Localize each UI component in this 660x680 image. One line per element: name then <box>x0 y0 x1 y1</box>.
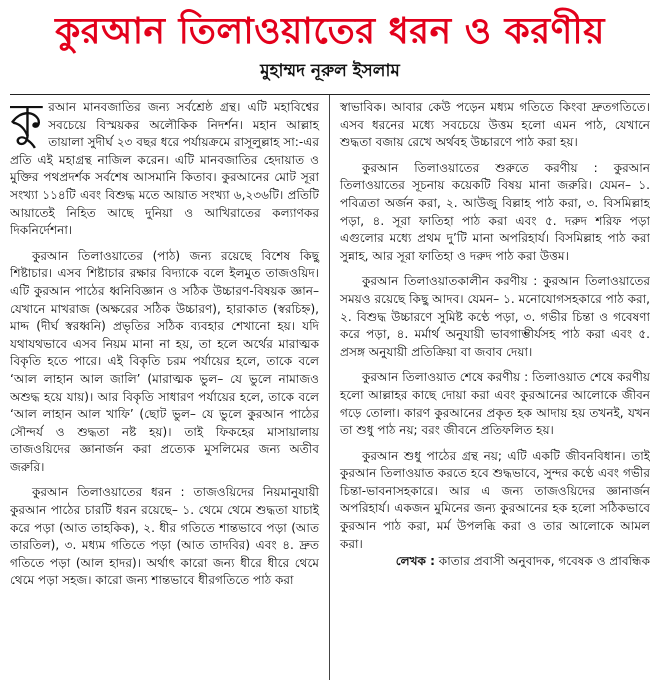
article-column-left <box>10 95 330 680</box>
article-column-right <box>330 95 650 680</box>
paragraph-after-recitation: কুরআন তিলাওয়াত শেষে করণীয় : তিলাওয়াত শেষে করণীয় হলো আল্লাহর কাছে দোয়া করা এবং কুরআনের আলোকে জীবন গড়ে তোলা। কারণ কুরআনের প্রকৃত হক আদায় হয় তখনই, যখন তা শুধু পাঠ নয়; বরং জীবনে প্রতিফলিত হয়। <box>340 370 650 438</box>
drop-cap: কু <box>10 95 43 147</box>
article-body <box>10 94 650 680</box>
paragraph-conclusion: কুরআন শুধু পাঠের গ্রন্থ নয়; এটি একটি জীবনবিধান। তাই কুরআন তিলাওয়াত করতে হবে শুদ্ধভাবে, সুন্দর কণ্ঠে এবং গভীর চিন্তা-ভাবনাসহকারে। আর এ জন্য তাজওয়িদের জ্ঞানার্জন অপরিহার্য। একজন মুমিনের জন্য কুরআনের হক হলো সঠিকভাবে কুরআন পাঠ করা, মর্ম উপলব্ধি করা ও তার আলোকে আমল করা। <box>340 448 650 551</box>
article-headline: কুরআন তিলাওয়াতের ধরন ও করণীয় <box>55 10 605 52</box>
author-credit-label: লেখক : <box>395 554 435 569</box>
paragraph-continuation: স্বাভাবিক। আবার কেউ পড়েন মধ্যম গতিতে কিংবা দ্রুতগতিতে। এসব ধরনের মধ্যে সবচেয়ে উত্তম হলো এমন পাঠ, যেখানে শুদ্ধতা বজায় রেখে অর্থবহ উচ্চারণে পাঠ করা হয়। <box>340 100 650 150</box>
paragraph-intro <box>10 95 319 240</box>
author-credit-text: কাতার প্রবাসী অনুবাদক, গবেষক ও প্রাবন্ধিক <box>438 554 650 569</box>
author-credit <box>340 553 650 571</box>
paragraph-recitation-types: কুরআন তিলাওয়াতের ধরন : তাজওয়িদের নিয়মানুযায়ী কুরআন পাঠের চারটি ধরন রয়েছে– ১. থেমে থেমে শুদ্ধতা যাচাই করে পড়া (আত তাহকিক), ২. ধীর গতিতে শান্তভাবে পড়া (আত তারতিল), ৩. মধ্যম গতিতে পড়া (আত তাদবির) এবং ৪. দ্রুত গতিতে পড়া (আল হাদর)। অর্থাৎ কারো জন্য ধীরে ধীরে থেমে থেমে পড়া সহজ। কারো জন্য শান্তভাবে ধীরগতিতে পাঠ করা <box>10 485 319 588</box>
paragraph-tajweed: কুরআন তিলাওয়াতের (পাঠ) জন্য রয়েছে বিশেষ কিছু শিষ্টাচার। এসব শিষ্টাচার রক্ষার বিদ্যাকে বলে ইলমুত তাজওয়িদ। এটি কুরআন পাঠের ধ্বনিবিজ্ঞান ও সঠিক উচ্চারণ-বিষয়ক জ্ঞান– যেখানে মাখরাজ (অক্ষরের সঠিক উচ্চারণ), হারাকাত (স্বরচিহ্ন), মাদ্দ (দীর্ঘ স্বরধ্বনি) প্রভৃতির সঠিক ব্যবহার শেখানো হয়। যদি যথাযথভাবে এসব নিয়ম মানা না হয়, তা হলে অর্থের মারাত্মক বিকৃতি হতে পারে। এই বিকৃতি চরম পর্যায়ের হলে, তাকে বলে ‘আল লাহান আল জালি’ (মারাত্মক ভুল– যে ভুলে নামাজও অশুদ্ধ হয়ে যায়)। আর বিকৃতি সাধারণ পর্যায়ের হলে, তাকে বলে ‘আল লাহান আল খাফি’ (ছোট ভুল– যে ভুলে কুরআন পাঠের সৌন্দর্য ও শুদ্ধতা নষ্ট হয়)। তাই ফিকহের মাসায়ালায় তাজওয়িদের জ্ঞানার্জন করা প্রত্যেক মুসলিমের জন্য অতীব জরুরি। <box>10 248 319 474</box>
article-byline: মুহাম্মদ নূরুল ইসলাম <box>260 61 400 81</box>
paragraph-during-recitation: কুরআন তিলাওয়াতকালীন করণীয় : কুরআন তিলাওয়াতের সময়ও রয়েছে কিছু আদব। যেমন– ১. মনোযোগসহকারে পাঠ করা, ২. বিশুদ্ধ উচ্চারণে সুমিষ্ট কণ্ঠে পড়া, ৩. গভীর চিন্তা ও গবেষণা করে পড়া, ৪. মর্মার্থ অনুযায়ী ভাবগাম্ভীর্যসহ পাঠ করা এবং ৫. প্রসঙ্গ অনুযায়ী প্রতিক্রিয়া বা জবাব দেয়া। <box>340 274 650 359</box>
paragraph-before-recitation: কুরআন তিলাওয়াতের শুরুতে করণীয় : কুরআন তিলাওয়াতের সূচনায় কয়েকটি বিষয় মানা জরুরি। যেমন– ১. পবিত্রতা অর্জন করা, ২. আউজু বিল্লাহ পাঠ করা, ৩. বিসমিল্লাহ পড়া, ৪. সূরা ফাতিহা পাঠ করা এবং ৫. দরুদ শরিফ পড়া এগুলোর মধ্যে প্রথম দু’টি মানা অপরিহার্য। বিসমিল্লাহ পাঠ করা সুন্নাহ, আর সূরা ফাতিহা ও দরুদ পাঠ করা উত্তম। <box>340 160 650 263</box>
paragraph-intro-text: রআন মানবজাতির জন্য সর্বশ্রেষ্ঠ গ্রন্থ। এটি মহাবিশ্বের সবচেয়ে বিস্ময়কর অলৌকিক নিদর্শন। মহান আল্লাহ তায়ালা সুদীর্ঘ ২৩ বছর ধরে পর্যায়ক্রমে রাসূলুল্লাহ সা:-এর প্রতি এই মহাগ্রন্থ নাজিল করেন। এটি মানবজাতির হেদায়াত ও মুক্তির পথপ্রদর্শক সর্বশেষ আসমানি কিতাব। কুরআনের মোট সূরা সংখ্যা ১১৪টি এবং বিশুদ্ধ মতে আয়াত সংখ্যা ৬,২৩৬টি। প্রতিটি আয়াতেই নিহিত আছে দুনিয়া ও আখিরাতের কল্যাণকর দিকনির্দেশনা। <box>10 100 319 238</box>
